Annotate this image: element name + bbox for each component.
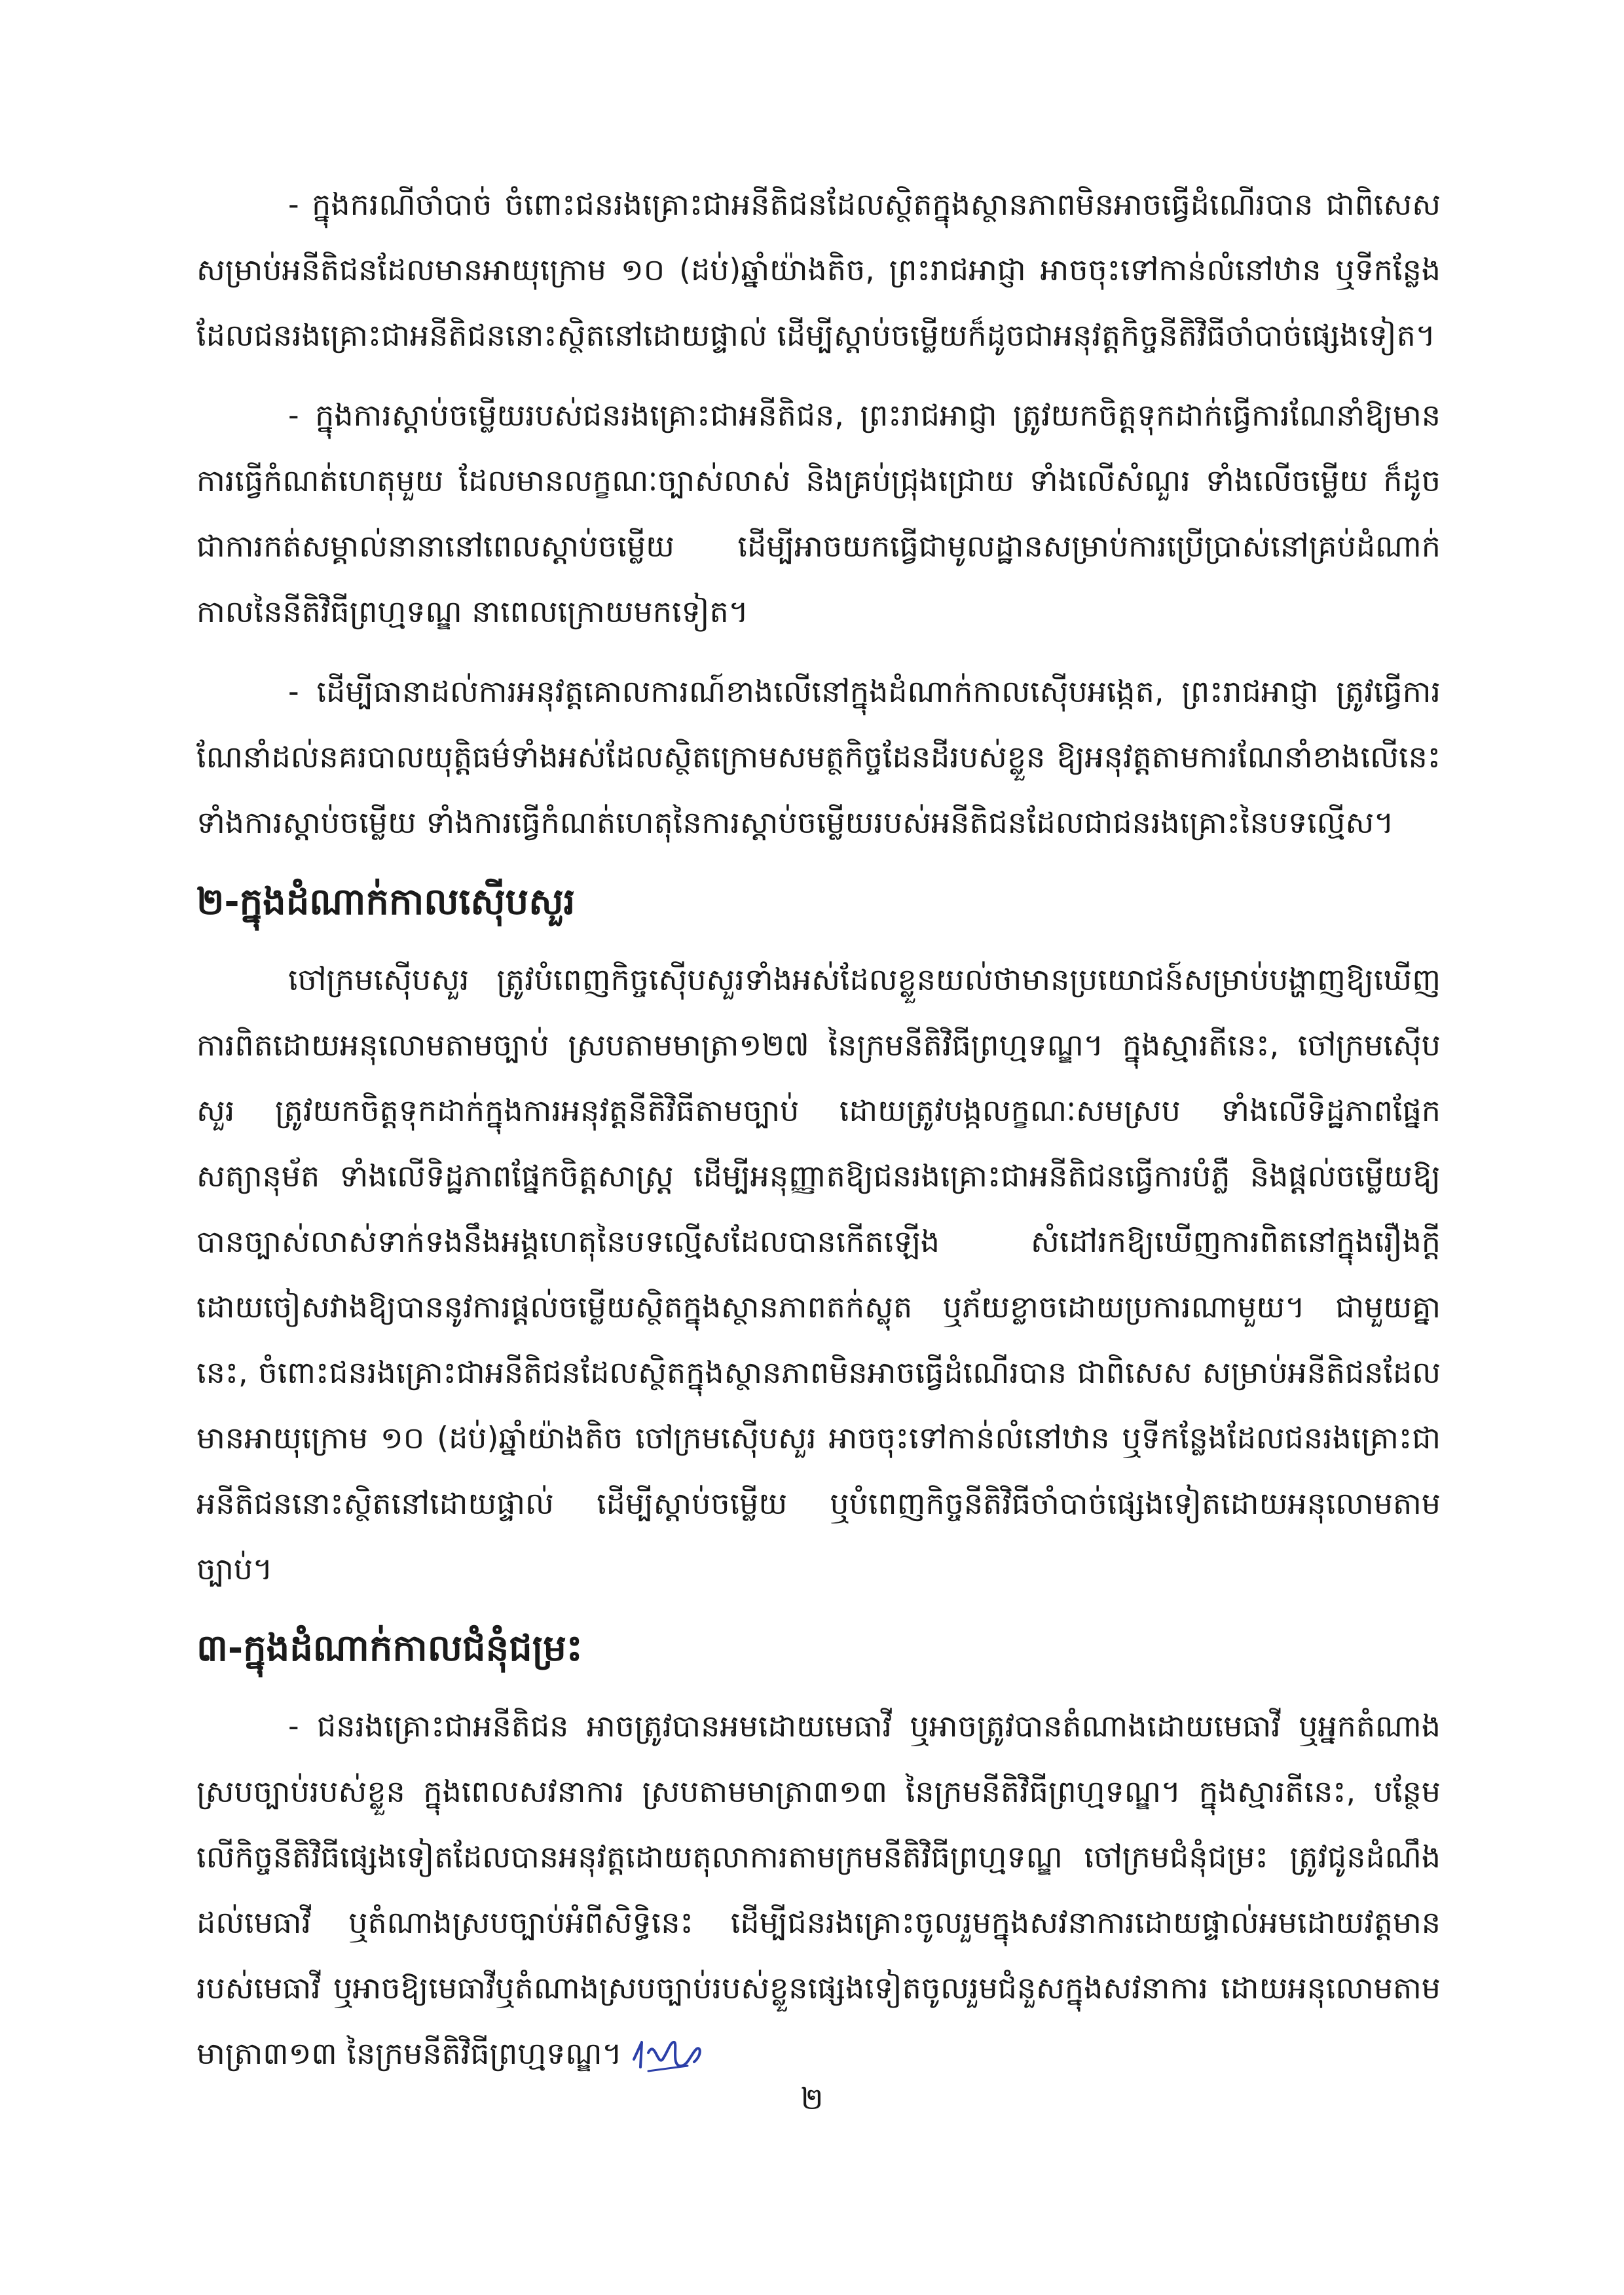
section-heading-investigation: ២-ក្នុងដំណាក់កាលស៊ើបសួរ [196,881,576,923]
paragraph-minor-victim-home-visit: - ក្នុងករណីចាំបាច់ ចំពោះជនរងគ្រោះជាអនីតិជនដែលស្ថិតក្នុងស្ថានភាពមិនអាចធ្វើដំណើរបាន ជាពិសេស សម្រាប់អនីតិជនដែលមានអាយុក្រោម ១០ (ដប់)ឆ្នាំយ៉ាងតិច, ព្រះរាជអាជ្ញា អាចចុះទៅកាន់លំនៅឋាន ឬទីកន្លែងដែលជនរងគ្រោះជាអនីតិជននោះស្ថិតនៅដោយផ្ទាល់ ដើម្បីស្តាប់ចម្លើយក៏ដូចជាអនុវត្តកិច្ចនីតិវិធីចាំបាច់ផ្សេងទៀត។ [196,187,1441,353]
paragraph-investigating-judge: ចៅក្រមស៊ើបសួរ ត្រូវបំពេញកិច្ចស៊ើបសួរទាំងអស់ដែលខ្លួនយល់ថាមានប្រយោជន៍សម្រាប់បង្ហាញឱ្យឃើញការពិតដោយអនុលោមតាមច្បាប់ ស្របតាមមាត្រា១២៧ នៃក្រមនីតិវិធីព្រហ្មទណ្ឌ។ ក្នុងស្មារតីនេះ, ចៅក្រមស៊ើបសួរ ត្រូវយកចិត្តទុកដាក់ក្នុងការអនុវត្តនីតិវិធីតាមច្បាប់ ដោយត្រូវបង្កលក្ខណៈសមស្រប ទាំងលើទិដ្ឋភាពផ្នែកសត្យានុម័ត ទាំងលើទិដ្ឋភាពផ្នែកចិត្តសាស្ត្រ ដើម្បីអនុញ្ញាតឱ្យជនរងគ្រោះជាអនីតិជនធ្វើការបំភ្លឺ និងផ្តល់ចម្លើយឱ្យបានច្បាស់លាស់ទាក់ទងនឹងអង្គហេតុនៃបទល្មើសដែលបានកើតឡើង សំដៅរកឱ្យឃើញការពិតនៅក្នុងរឿងក្តី ដោយចៀសវាងឱ្យបាននូវការផ្តល់ចម្លើយស្ថិតក្នុងស្ថានភាពតក់ស្លុត ឬភ័យខ្លាចដោយប្រការណាមួយ។ ជាមួយគ្នានេះ, ចំពោះជនរងគ្រោះជាអនីតិជនដែលស្ថិតក្នុងស្ថានភាពមិនអាចធ្វើដំណើរបាន ជាពិសេស សម្រាប់អនីតិជនដែលមានអាយុក្រោម ១០ (ដប់)ឆ្នាំយ៉ាងតិច ចៅក្រមស៊ើបសួរ អាចចុះទៅកាន់លំនៅឋាន ឬទីកន្លែងដែលជនរងគ្រោះជាអនីតិជននោះស្ថិតនៅដោយផ្ទាល់ ដើម្បីស្តាប់ចម្លើយ ឬបំពេញកិច្ចនីតិវិធីចាំបាច់ផ្សេងទៀតដោយអនុលោមតាមច្បាប់។ [196,962,1441,1587]
paragraph-trial-lawyer-text: - ជនរងគ្រោះជាអនីតិជន អាចត្រូវបានអមដោយមេធាវី ឬអាចត្រូវបានតំណាងដោយមេធាវី ឬអ្នកតំណាងស្របច្បាប់របស់ខ្លួន ក្នុងពេលសវនាការ ស្របតាមមាត្រា៣១៣ នៃក្រមនីតិវិធីព្រហ្មទណ្ឌ។ ក្នុងស្មារតីនេះ, បន្ថែមលើកិច្ចនីតិវិធីផ្សេងទៀតដែលបានអនុវត្តដោយតុលាការតាមក្រមនីតិវិធីព្រហ្មទណ្ឌ ចៅក្រមជំនុំជម្រះ ត្រូវជូនដំណឹងដល់មេធាវី ឬតំណាងស្របច្បាប់អំពីសិទ្ធិនេះ ដើម្បីជនរងគ្រោះចូលរួមក្នុងសវនាការដោយផ្ទាល់អមដោយវត្តមានរបស់មេធាវី ឬអាចឱ្យមេធាវីឬតំណាងស្របច្បាប់របស់ខ្លួនផ្សេងទៀតចូលរួមជំនួសក្នុងសវនាការ ដោយអនុលោមតាមមាត្រា៣១៣ នៃក្រមនីតិវិធីព្រហ្មទណ្ឌ។ [196,1708,1441,2071]
section-heading-trial: ៣-ក្នុងដំណាក់កាលជំនុំជម្រះ [196,1627,583,1670]
paragraph-judicial-police-guidance: - ដើម្បីធានាដល់ការអនុវត្តគោលការណ៍ខាងលើនៅក្នុងដំណាក់កាលស៊ើបអង្កេត, ព្រះរាជអាជ្ញា ត្រូវធ្វើការណែនាំដល់នគរបាលយុត្តិធម៌ទាំងអស់ដែលស្ថិតក្រោមសមត្ថកិច្ចដែនដីរបស់ខ្លួន ឱ្យអនុវត្តតាមការណែនាំខាងលើនេះ ទាំងការស្តាប់ចម្លើយ ទាំងការធ្វើកំណត់ហេតុនៃការស្តាប់ចម្លើយរបស់អនីតិជនដែលជាជនរងគ្រោះនៃបទល្មើស។ [196,674,1441,840]
paragraph-record-taking: - ក្នុងការស្តាប់ចម្លើយរបស់ជនរងគ្រោះជាអនីតិជន, ព្រះរាជអាជ្ញា ត្រូវយកចិត្តទុកដាក់ធ្វើការណែនាំឱ្យមានការធ្វើកំណត់ហេតុមួយ ដែលមានលក្ខណៈច្បាស់លាស់ និងគ្រប់ជ្រុងជ្រោយ ទាំងលើសំណួរ ទាំងលើចម្លើយ ក៏ដូចជាការកត់សម្គាល់នានានៅពេលស្តាប់ចម្លើយ ដើម្បីអាចយកធ្វើជាមូលដ្ឋានសម្រាប់ការប្រើប្រាស់នៅគ្រប់ដំណាក់កាលនៃនីតិវិធីព្រហ្មទណ្ឌ នាពេលក្រោយមកទៀត។ [196,397,1441,629]
page-content [196,172,1441,2101]
paragraph-trial-lawyer [196,1693,1441,2086]
page-number: ២ [800,2081,824,2116]
signature-initials [629,2033,707,2079]
